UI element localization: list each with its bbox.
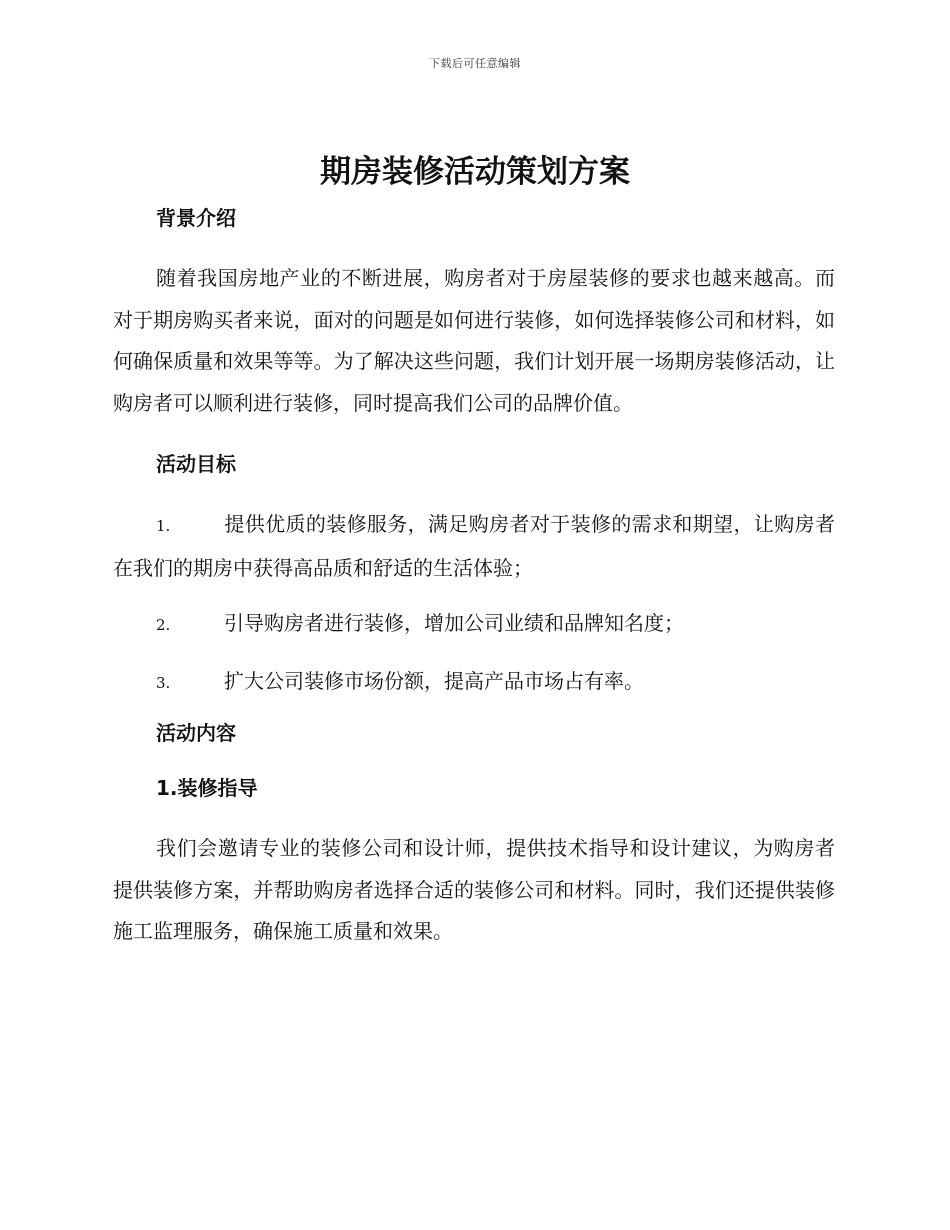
document-title: 期房装修活动策划方案 <box>320 154 630 190</box>
list-item-number: 3. <box>156 673 171 692</box>
list-item-text: 引导购房者进行装修，增加公司业绩和品牌知名度； <box>224 611 684 635</box>
section-heading-content: 活动内容 <box>156 721 236 745</box>
list-item-number: 1. <box>156 517 171 535</box>
section-heading-goals: 活动目标 <box>156 452 236 476</box>
list-item-text: 扩大公司装修市场份额，提高产品市场占有率。 <box>224 668 644 693</box>
background-paragraph: 随着我国房地产业的不断进展，购房者对于房屋装修的要求也越来越高。而对于期房购买者来说，面对的问题是如何进行装修，如何选择装修公司和材料，如何确保质量和效果等等。为了解决这些问题，我们计划开展一场期房装修活动，让购房者可以顺利进行装修，同时提高我们公司的品牌价值。 <box>113 266 835 415</box>
list-item-number: 2. <box>156 616 171 634</box>
subheading-decoration-guidance: 1.装修指导 <box>156 776 258 800</box>
list-item <box>113 504 835 589</box>
list-item <box>113 661 835 705</box>
section-heading-background: 背景介绍 <box>156 206 236 230</box>
document-body <box>113 203 835 953</box>
list-item-text: 提供优质的装修服务，满足购房者对于装修的需求和期望，让购房者在我们的期房中获得高品质和舒适的生活体验； <box>113 512 835 580</box>
header-note: 下载后可任意编辑 <box>429 57 521 70</box>
list-item <box>113 603 835 647</box>
guidance-paragraph: 我们会邀请专业的装修公司和设计师，提供技术指导和设计建议，为购房者提供装修方案，并帮助购房者选择合适的装修公司和材料。同时，我们还提供装修施工监理服务，确保施工质量和效果。 <box>113 836 835 943</box>
